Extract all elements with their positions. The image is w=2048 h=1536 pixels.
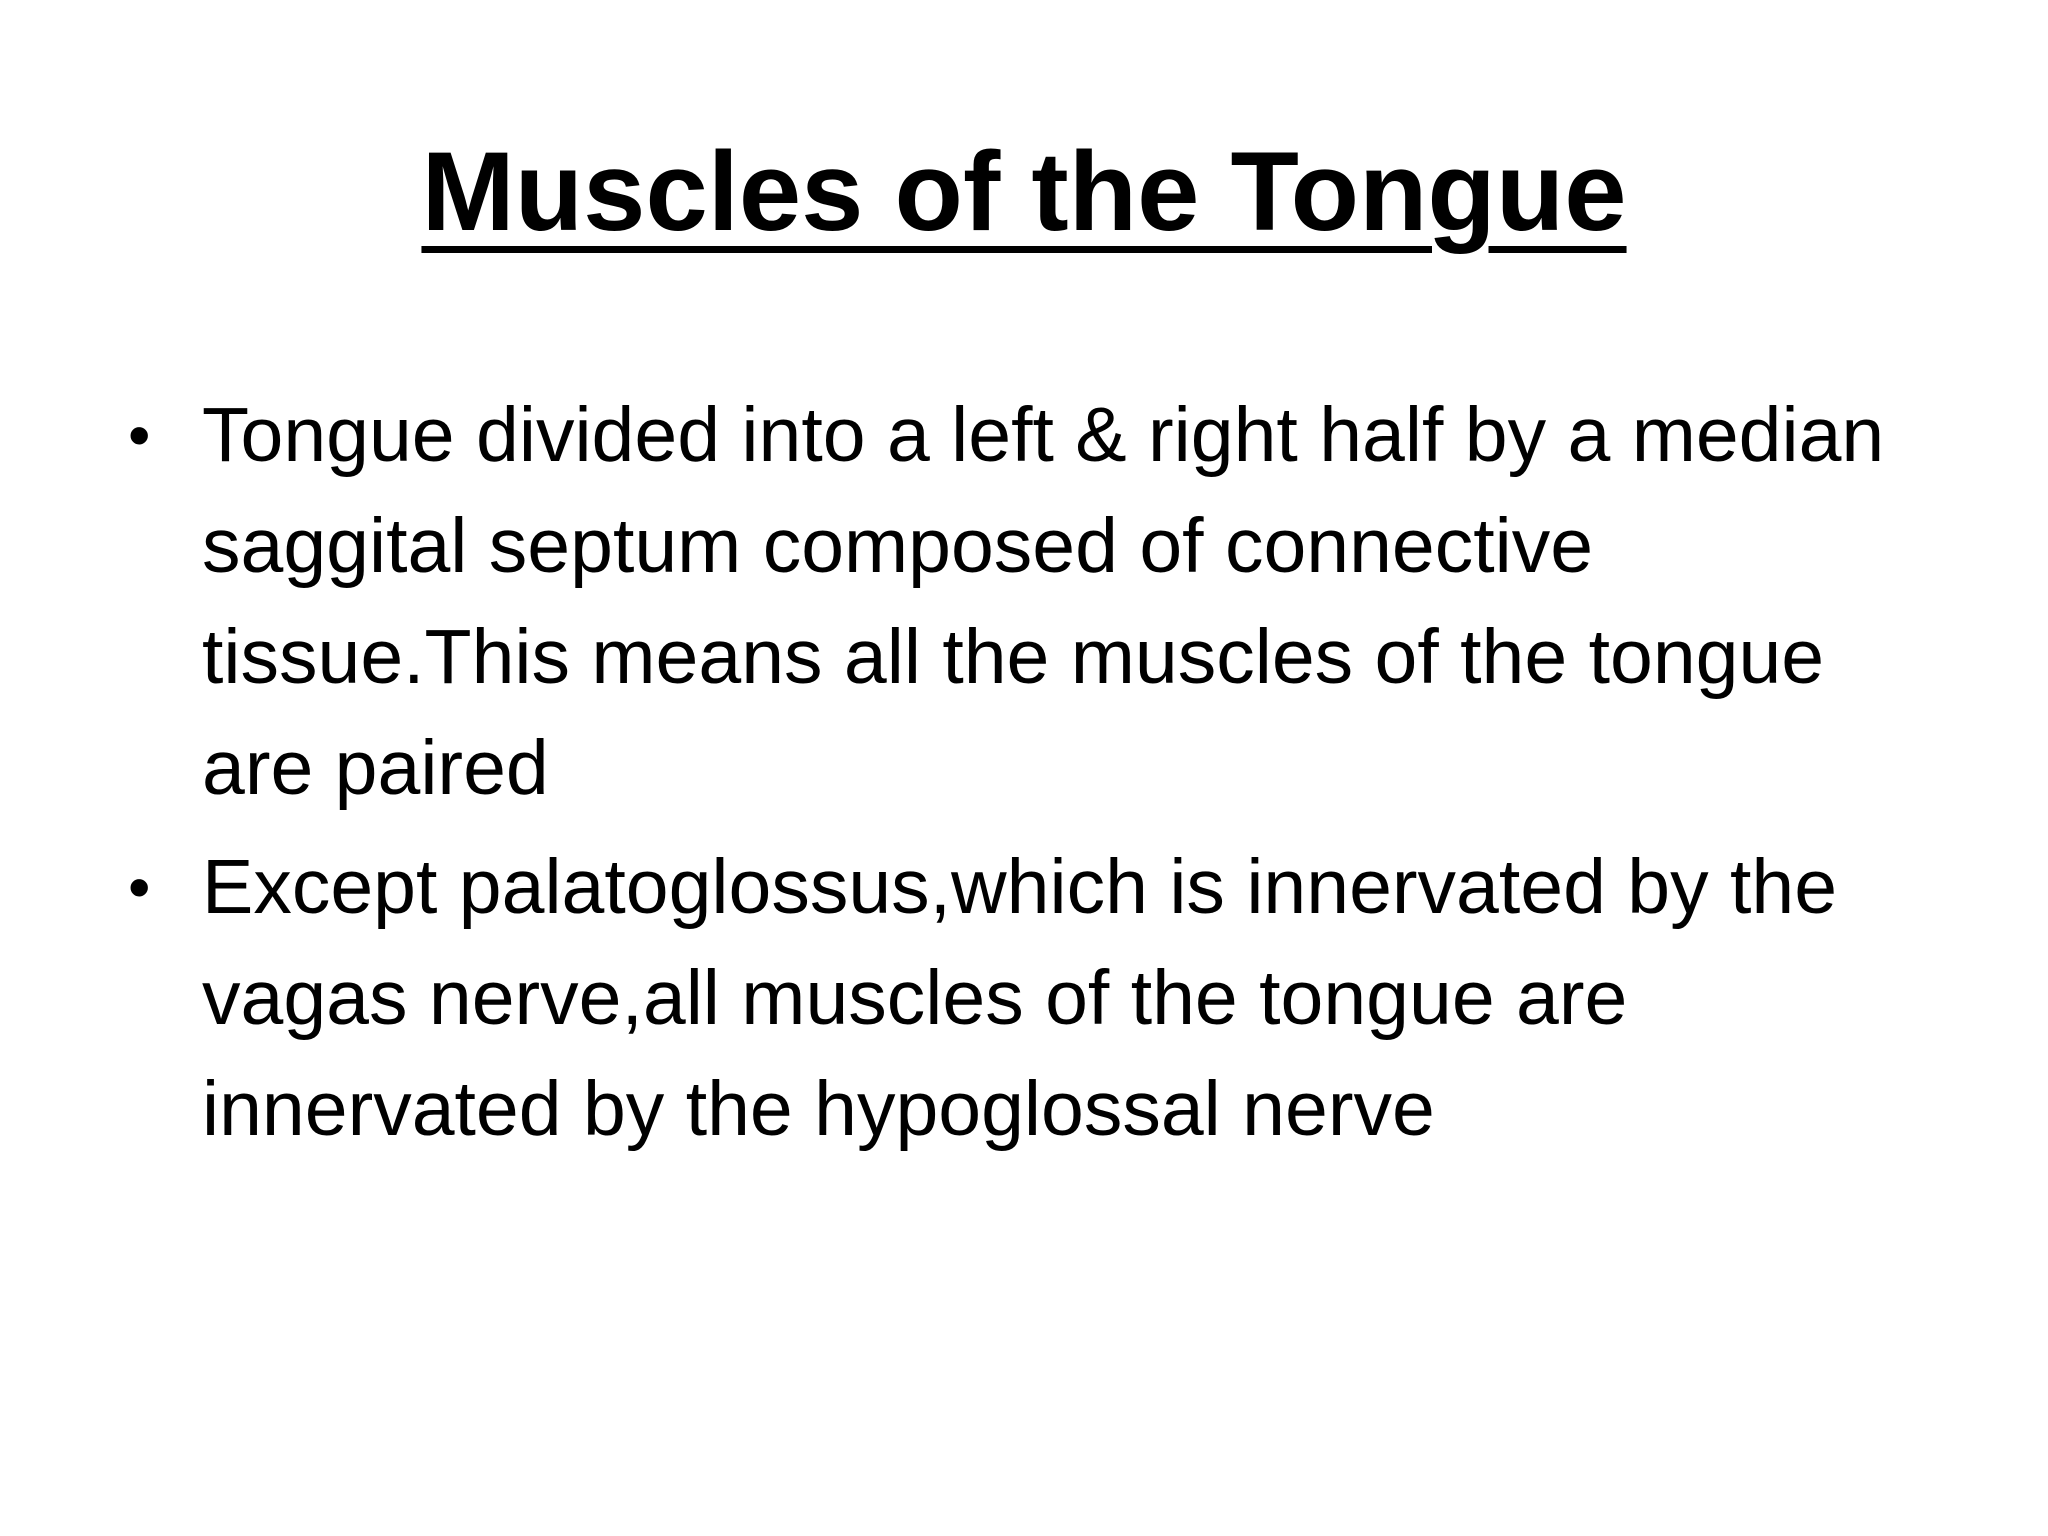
bullet-text: Tongue divided into a left & right half by a median saggital septum composed of connective tissue.This means all the muscles of the tongue are paired bbox=[202, 392, 1885, 811]
bullet-text: Except palatoglossus,which is innervated by the vagas nerve,all muscles of the tongue are innervated by the hypoglossal nerve bbox=[202, 844, 1838, 1152]
bullet-item bbox=[120, 832, 1940, 1165]
bullet-list bbox=[120, 380, 1940, 1173]
bullet-item bbox=[120, 380, 1940, 824]
slide-title: Muscles of the Tongue bbox=[421, 129, 1627, 254]
bullet-marker: • bbox=[128, 851, 151, 923]
bullet-marker: • bbox=[128, 399, 151, 471]
